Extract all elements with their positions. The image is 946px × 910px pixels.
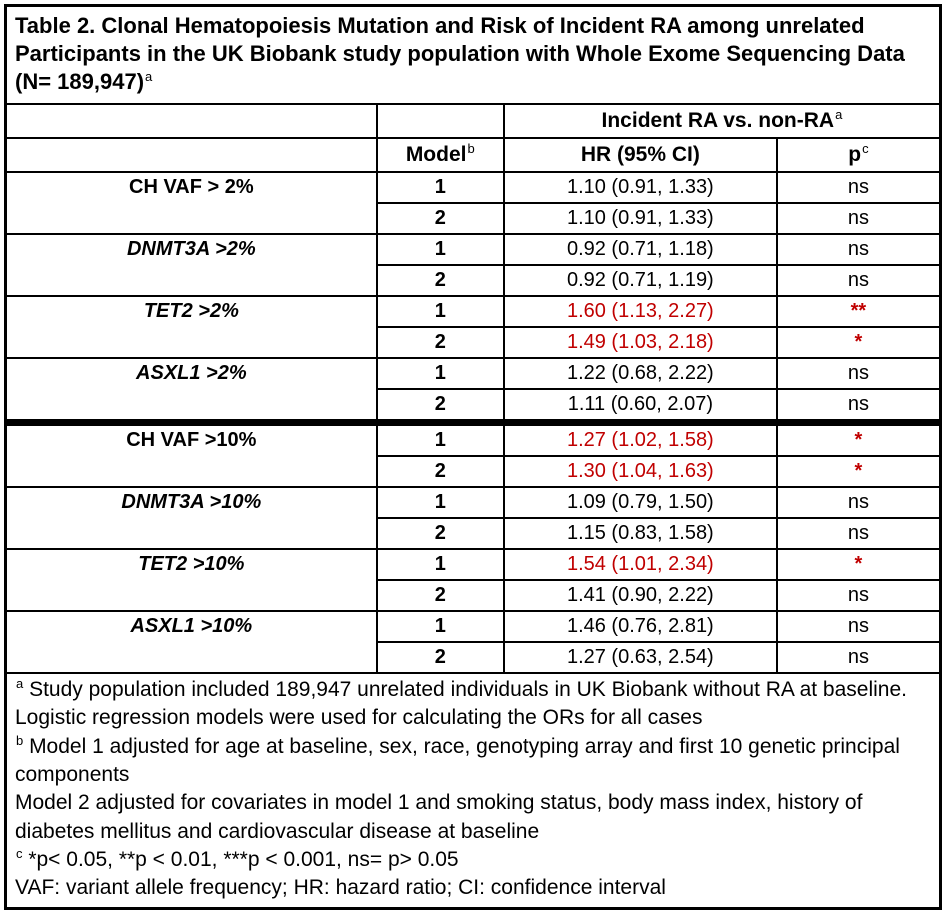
footnote-a-marker: a <box>16 675 24 691</box>
table-row <box>6 172 941 203</box>
hr-cell: 1.30 (1.04, 1.63) <box>504 456 777 487</box>
model-cell: 2 <box>377 518 504 549</box>
hr-cell: 1.10 (0.91, 1.33) <box>504 172 777 203</box>
model-cell: 2 <box>377 327 504 358</box>
table-row <box>6 422 941 456</box>
title-superscript: a <box>145 68 153 84</box>
hr-cell: 1.15 (0.83, 1.58) <box>504 518 777 549</box>
model-cell: 2 <box>377 389 504 423</box>
table-title <box>6 6 941 104</box>
footnote-c-text: *p< 0.05, **p < 0.01, ***p < 0.001, ns= p> 0.05 <box>22 847 459 871</box>
model-cell: 1 <box>377 487 504 518</box>
p-cell: ns <box>777 611 941 642</box>
footnote-model2 <box>15 789 931 846</box>
model-cell: 1 <box>377 172 504 203</box>
model-cell: 2 <box>377 265 504 296</box>
p-cell: ns <box>777 172 941 203</box>
hr-cell: 1.11 (0.60, 2.07) <box>504 389 777 423</box>
p-cell: ns <box>777 487 941 518</box>
mutation-label: CH VAF > 2% <box>6 172 377 234</box>
model-superscript: b <box>467 140 475 156</box>
header-row-2 <box>6 138 941 172</box>
model-cell: 1 <box>377 234 504 265</box>
header-row-1 <box>6 104 941 138</box>
hr-cell: 0.92 (0.71, 1.19) <box>504 265 777 296</box>
model-cell: 1 <box>377 549 504 580</box>
hr-cell: 1.46 (0.76, 2.81) <box>504 611 777 642</box>
model-cell: 1 <box>377 422 504 456</box>
model-cell: 2 <box>377 580 504 611</box>
table-title-text: Table 2. Clonal Hematopoiesis Mutation and Risk of Incident RA among unrelated Participants in the UK Biobank study population with Whole Exome Sequencing Data (N= 189,947) <box>15 13 905 94</box>
p-cell: * <box>777 422 941 456</box>
table-row <box>6 611 941 642</box>
hr-cell: 1.10 (0.91, 1.33) <box>504 203 777 234</box>
p-header-text: p <box>848 142 862 166</box>
p-cell: * <box>777 549 941 580</box>
model-header-text: Model <box>405 142 467 166</box>
incident-ra-header-text: Incident RA vs. non-RA <box>601 108 835 132</box>
hr-cell: 0.92 (0.71, 1.18) <box>504 234 777 265</box>
p-cell: ns <box>777 580 941 611</box>
p-cell: ** <box>777 296 941 327</box>
incident-ra-superscript: a <box>835 106 843 122</box>
table-row <box>6 234 941 265</box>
mutation-label: TET2 >10% <box>6 549 377 611</box>
model-cell: 1 <box>377 296 504 327</box>
p-cell: * <box>777 456 941 487</box>
model-cell: 1 <box>377 611 504 642</box>
footnotes <box>6 673 941 908</box>
p-superscript: c <box>862 140 869 156</box>
p-cell: * <box>777 327 941 358</box>
table-row <box>6 296 941 327</box>
footnote-c <box>15 846 931 874</box>
results-table <box>4 4 942 910</box>
model-cell: 2 <box>377 642 504 673</box>
footnote-b <box>15 733 931 790</box>
hr-cell: 1.27 (0.63, 2.54) <box>504 642 777 673</box>
table-row <box>6 358 941 389</box>
header-empty-cell <box>377 104 504 138</box>
table-row <box>6 487 941 518</box>
mutation-label: DNMT3A >2% <box>6 234 377 296</box>
p-cell: ns <box>777 203 941 234</box>
hr-cell: 1.27 (1.02, 1.58) <box>504 422 777 456</box>
footnote-abbrev <box>15 874 931 902</box>
footnote-b-text: Model 1 adjusted for age at baseline, sex, race, genotyping array and first 10 genetic principal components <box>15 734 900 786</box>
hr-cell: 1.09 (0.79, 1.50) <box>504 487 777 518</box>
header-empty-cell <box>6 104 377 138</box>
p-cell: ns <box>777 234 941 265</box>
hr-header <box>504 138 777 172</box>
hr-cell: 1.22 (0.68, 2.22) <box>504 358 777 389</box>
footnote-row <box>6 673 941 908</box>
hr-cell: 1.60 (1.13, 2.27) <box>504 296 777 327</box>
p-cell: ns <box>777 265 941 296</box>
p-cell: ns <box>777 389 941 423</box>
model-cell: 1 <box>377 358 504 389</box>
p-header <box>777 138 941 172</box>
model-header <box>377 138 504 172</box>
mutation-label: DNMT3A >10% <box>6 487 377 549</box>
mutation-label: TET2 >2% <box>6 296 377 358</box>
footnote-a-text: Study population included 189,947 unrelated individuals in UK Biobank without RA at baseline. Logistic regression models were used for calculating the ORs for all cases <box>15 677 907 730</box>
incident-ra-header <box>504 104 941 138</box>
model-cell: 2 <box>377 456 504 487</box>
mutation-label: ASXL1 >10% <box>6 611 377 673</box>
footnote-model2-text: Model 2 adjusted for covariates in model 1 and smoking status, body mass index, history of diabetes mellitus and cardiovascular disease at baseline <box>15 791 863 843</box>
table-row <box>6 549 941 580</box>
footnote-abbrev-text: VAF: variant allele frequency; HR: hazard ratio; CI: confidence interval <box>15 876 666 900</box>
footnote-a <box>15 676 931 733</box>
hr-cell: 1.54 (1.01, 2.34) <box>504 549 777 580</box>
footnote-b-marker: b <box>16 732 24 748</box>
model-cell: 2 <box>377 203 504 234</box>
title-row <box>6 6 941 104</box>
hr-header-text: HR (95% CI) <box>580 142 700 166</box>
mutation-label: CH VAF >10% <box>6 422 377 487</box>
p-cell: ns <box>777 358 941 389</box>
footnote-c-marker: c <box>16 845 23 861</box>
hr-cell: 1.49 (1.03, 2.18) <box>504 327 777 358</box>
p-cell: ns <box>777 518 941 549</box>
header-empty-cell <box>6 138 377 172</box>
mutation-label: ASXL1 >2% <box>6 358 377 423</box>
hr-cell: 1.41 (0.90, 2.22) <box>504 580 777 611</box>
p-cell: ns <box>777 642 941 673</box>
